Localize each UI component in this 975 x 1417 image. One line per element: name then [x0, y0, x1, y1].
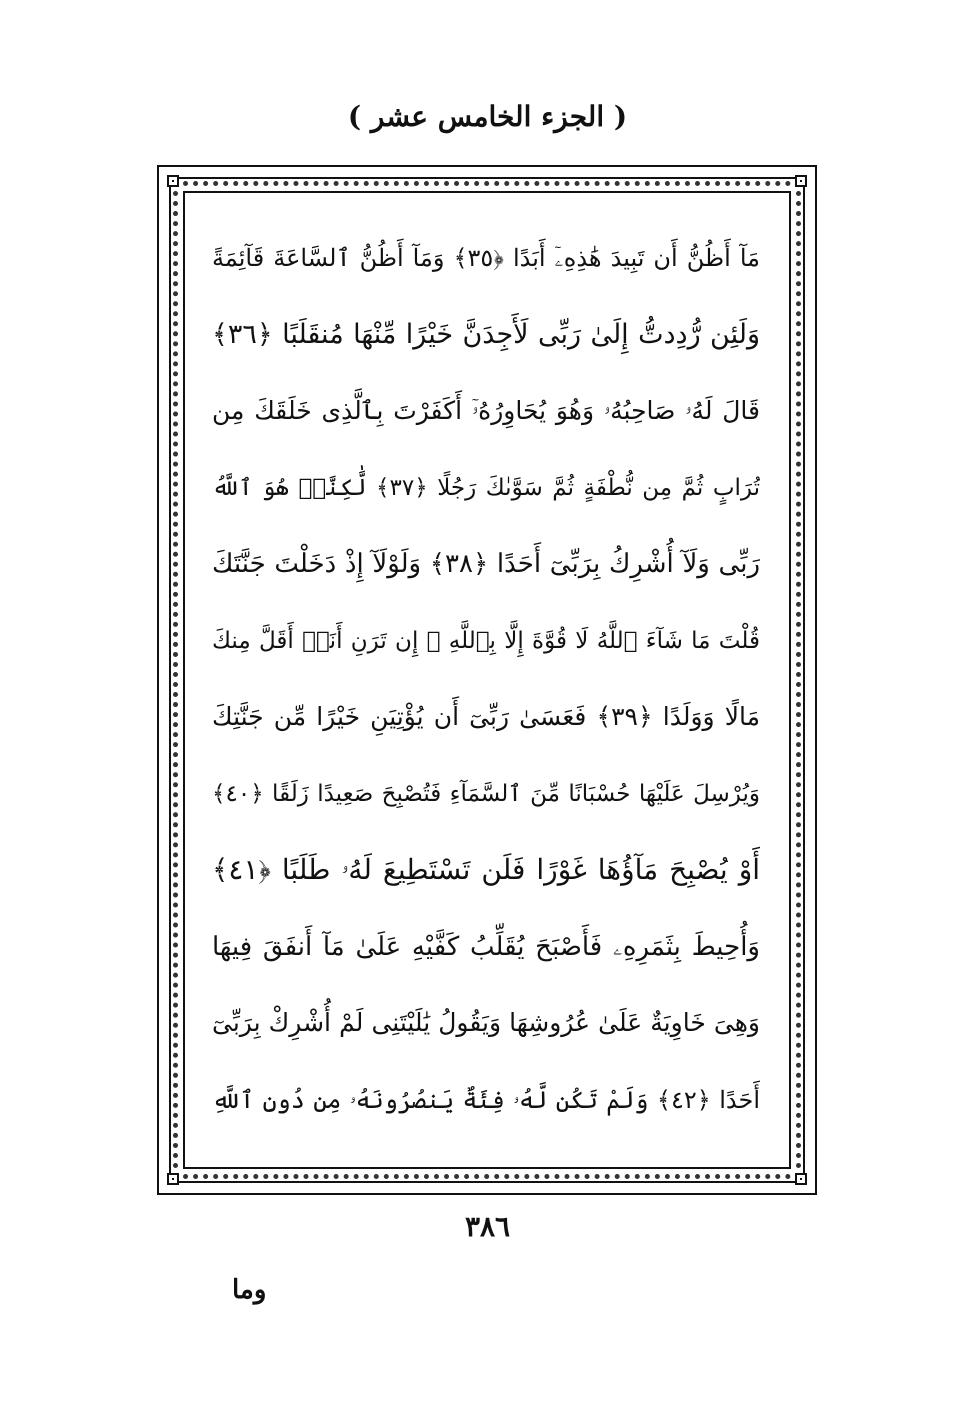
catchword: وما	[232, 1275, 267, 1305]
verse-line: قَالَ لَهُۥ صَاحِبُهُۥ وَهُوَ يُحَاوِرُهُۥٓ أَكَفَرْتَ بِٱلَّذِى خَلَقَكَ مِن	[212, 396, 760, 425]
verse-line: مَآ أَظُنُّ أَن تَبِيدَ هَٰذِهِۦٓ أَبَدًا ﴿٣٥﴾ وَمَآ أَظُنُّ ٱلسَّاعَةَ قَآئِمَةً	[212, 244, 760, 272]
verse-line: قُلْتَ مَا شَآءَ ٱللَّهُ لَا قُوَّةَ إِلَّا بِٱللَّهِ ۚ إِن تَرَنِ أَنَا۠ أَقَلَّ مِنكَ	[212, 627, 760, 654]
verse-line: رَبِّى وَلَآ أُشْرِكُ بِرَبِّىٓ أَحَدًا ﴿٣٨﴾ وَلَوْلَآ إِذْ دَخَلْتَ جَنَّتَكَ	[212, 549, 760, 579]
verse-line: وَهِىَ خَاوِيَةٌ عَلَىٰ عُرُوشِهَا وَيَقُولُ يَٰلَيْتَنِى لَمْ أُشْرِكْ بِرَبِّىٓ	[212, 1008, 760, 1037]
verse-line: وَيُرْسِلَ عَلَيْهَا حُسْبَانًا مِّنَ ٱلسَّمَآءِ فَتُصْبِحَ صَعِيدًا زَلَقًا ﴿٤٠﴾	[212, 780, 760, 807]
verse-line: أَوْ يُصْبِحَ مَآؤُهَا غَوْرًا فَلَن تَسْتَطِيعَ لَهُۥ طَلَبًا ﴿٤١﴾	[212, 853, 760, 886]
verse-line: أَحَدًا ﴿٤٢﴾ وَلَمْ تَكُن لَّهُۥ فِئَةٌ يَنصُرُونَهُۥ مِن دُونِ ٱللَّهِ	[212, 1085, 760, 1114]
page-number: ٣٨٦	[464, 1210, 511, 1243]
frame-corner-bottom-right	[795, 1173, 807, 1185]
verse-line: وَلَئِن رُّدِدتُّ إِلَىٰ رَبِّى لَأَجِدَنَّ خَيْرًا مِّنْهَا مُنقَلَبًا ﴿٣٦﴾	[212, 318, 760, 350]
verse-line: تُرَابٍ ثُمَّ مِن نُّطْفَةٍ ثُمَّ سَوَّىٰكَ رَجُلًا ﴿٣٧﴾ لَّٰكِنَّا۠ هُوَ ٱللَّهُ	[212, 474, 760, 501]
frame-corner-top-right	[795, 175, 807, 187]
frame-corner-bottom-left	[167, 1173, 179, 1185]
frame-corner-top-left	[167, 175, 179, 187]
juz-header: ( الجزء الخامس عشر )	[347, 100, 628, 133]
verse-text-block	[212, 228, 760, 1146]
verse-line: مَالًا وَوَلَدًا ﴿٣٩﴾ فَعَسَىٰ رَبِّىٓ أَن يُؤْتِيَنِ خَيْرًا مِّن جَنَّتِكَ	[212, 702, 760, 731]
verse-line: وَأُحِيطَ بِثَمَرِهِۦ فَأَصْبَحَ يُقَلِّبُ كَفَّيْهِ عَلَىٰ مَآ أَنفَقَ فِيهَا	[212, 931, 760, 962]
